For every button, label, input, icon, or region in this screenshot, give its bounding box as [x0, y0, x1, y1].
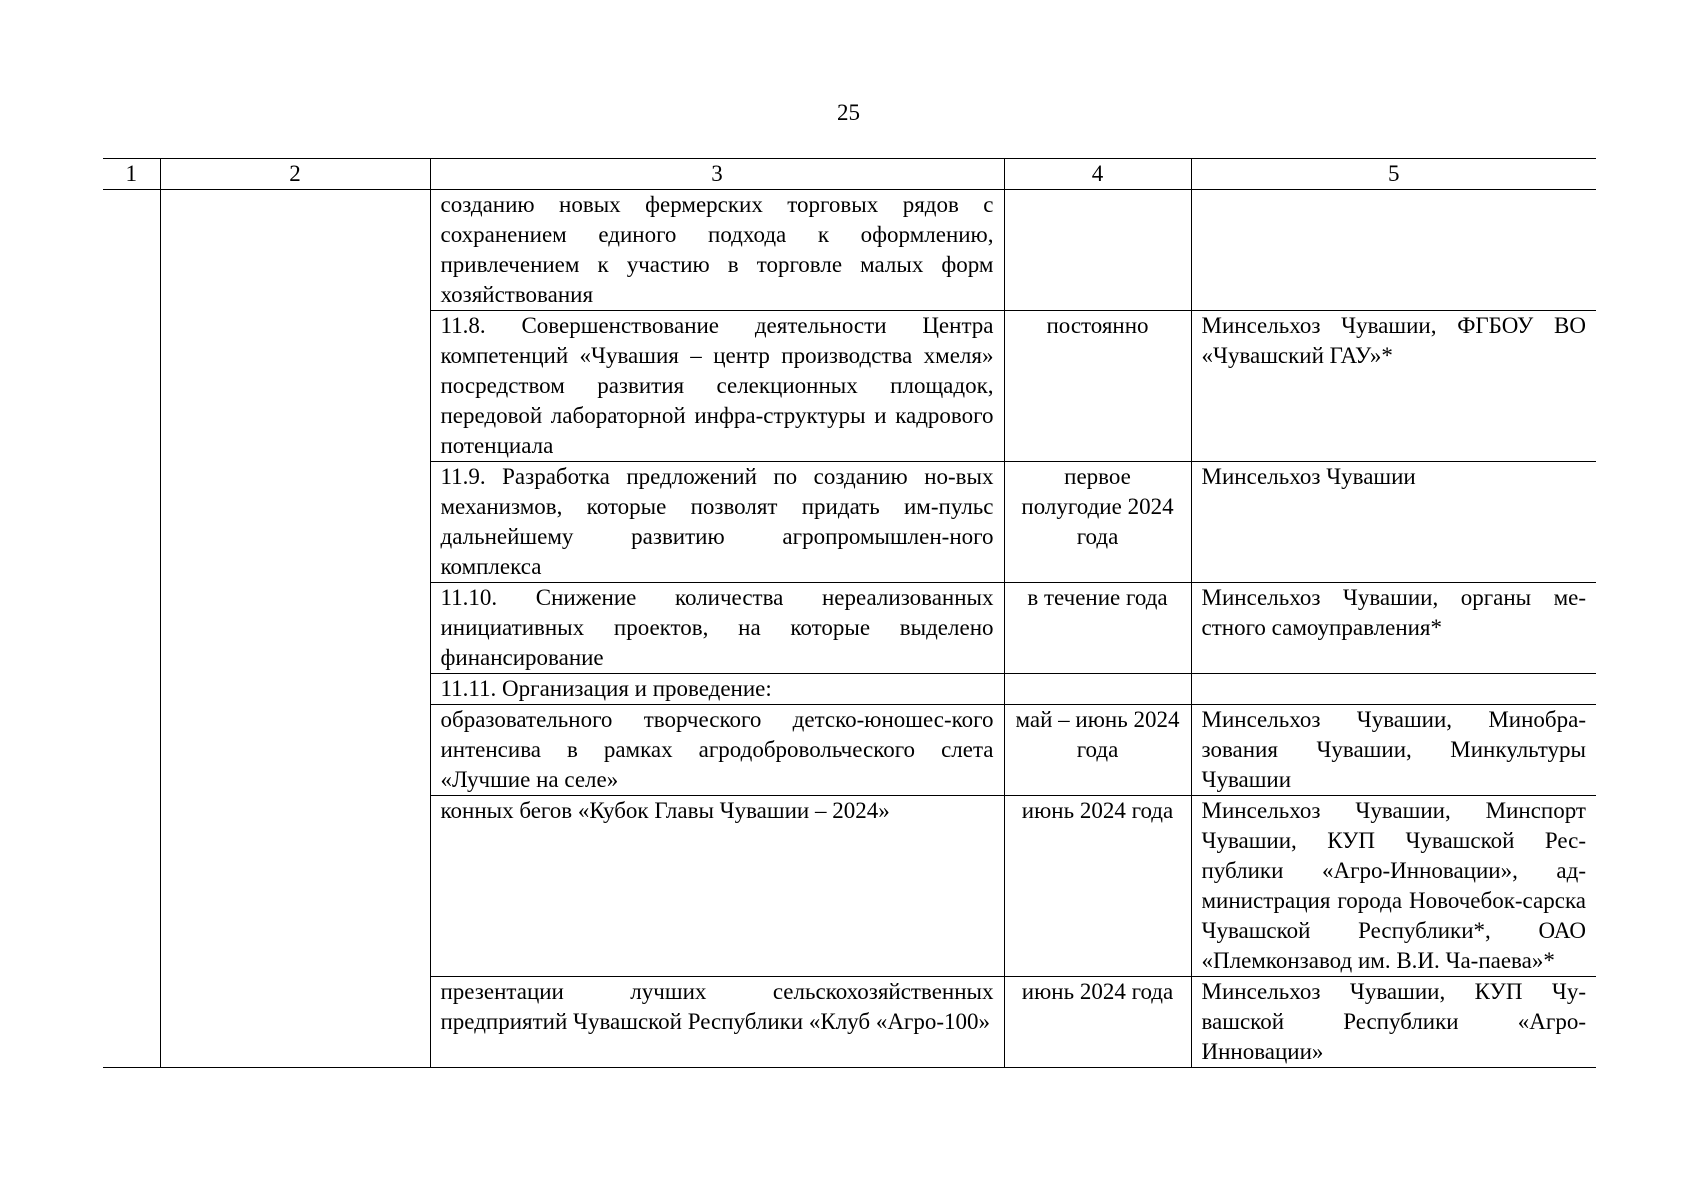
deadline-cell: в течение года — [1004, 583, 1191, 674]
table-row — [103, 190, 1596, 311]
responsible-cell: Минсельхоз Чувашии, Минобра-зования Чувашии, Минкультуры Чувашии — [1191, 705, 1596, 796]
responsible-cell: Минсельхоз Чувашии — [1191, 462, 1596, 583]
measures-table — [103, 158, 1596, 1068]
responsible-cell: Минсельхоз Чувашии, КУП Чу-вашской Республики «Агро-Инновации» — [1191, 977, 1596, 1068]
number-cell — [103, 190, 160, 1068]
responsible-cell — [1191, 190, 1596, 311]
deadline-cell: постоянно — [1004, 311, 1191, 462]
table-header-row — [103, 159, 1596, 190]
column-header-1: 1 — [103, 159, 160, 190]
column-header-5: 5 — [1191, 159, 1596, 190]
measure-cell: конных бегов «Кубок Главы Чувашии – 2024» — [430, 796, 1004, 977]
deadline-cell — [1004, 674, 1191, 705]
measure-cell: образовательного творческого детско-юношес-кого интенсива в рамках агродобровольческого слета «Лучшие на селе» — [430, 705, 1004, 796]
deadline-cell — [1004, 190, 1191, 311]
deadline-cell: июнь 2024 года — [1004, 977, 1191, 1068]
responsible-cell — [1191, 674, 1596, 705]
measure-cell: презентации лучших сельскохозяйственных предприятий Чувашской Республики «Клуб «Агро-100» — [430, 977, 1004, 1068]
column-header-4: 4 — [1004, 159, 1191, 190]
deadline-cell: первое полугодие 2024 года — [1004, 462, 1191, 583]
measure-cell: созданию новых фермерских торговых рядов с сохранением единого подхода к оформлению, привлечением к участию в торговле малых форм хозяйствования — [430, 190, 1004, 311]
measure-cell: 11.11. Организация и проведение: — [430, 674, 1004, 705]
section-cell — [160, 190, 430, 1068]
column-header-3: 3 — [430, 159, 1004, 190]
deadline-cell: июнь 2024 года — [1004, 796, 1191, 977]
responsible-cell: Минсельхоз Чувашии, ФГБОУ ВО «Чувашский ГАУ»* — [1191, 311, 1596, 462]
page-number: 25 — [837, 100, 860, 125]
measure-cell: 11.9. Разработка предложений по созданию но-вых механизмов, которые позволят придать им-пульс дальнейшему развитию агропромышлен-ного комплекса — [430, 462, 1004, 583]
measure-cell: 11.8. Совершенствование деятельности Центра компетенций «Чувашия – центр производства хмеля» посредством развития селекционных площадок, передовой лабораторной инфра-структуры и кадрового потенциала — [430, 311, 1004, 462]
responsible-cell: Минсельхоз Чувашии, органы ме-стного самоуправления* — [1191, 583, 1596, 674]
responsible-cell: Минсельхоз Чувашии, Минспорт Чувашии, КУП Чувашской Рес-публики «Агро-Инновации», ад-министрация города Новочебок-сарска Чувашской Республики*, ОАО «Племконзавод им. В.И. Ча-паева»* — [1191, 796, 1596, 977]
column-header-2: 2 — [160, 159, 430, 190]
deadline-cell: май – июнь 2024 года — [1004, 705, 1191, 796]
measure-cell: 11.10. Снижение количества нереализованных инициативных проектов, на которые выделено финансирование — [430, 583, 1004, 674]
